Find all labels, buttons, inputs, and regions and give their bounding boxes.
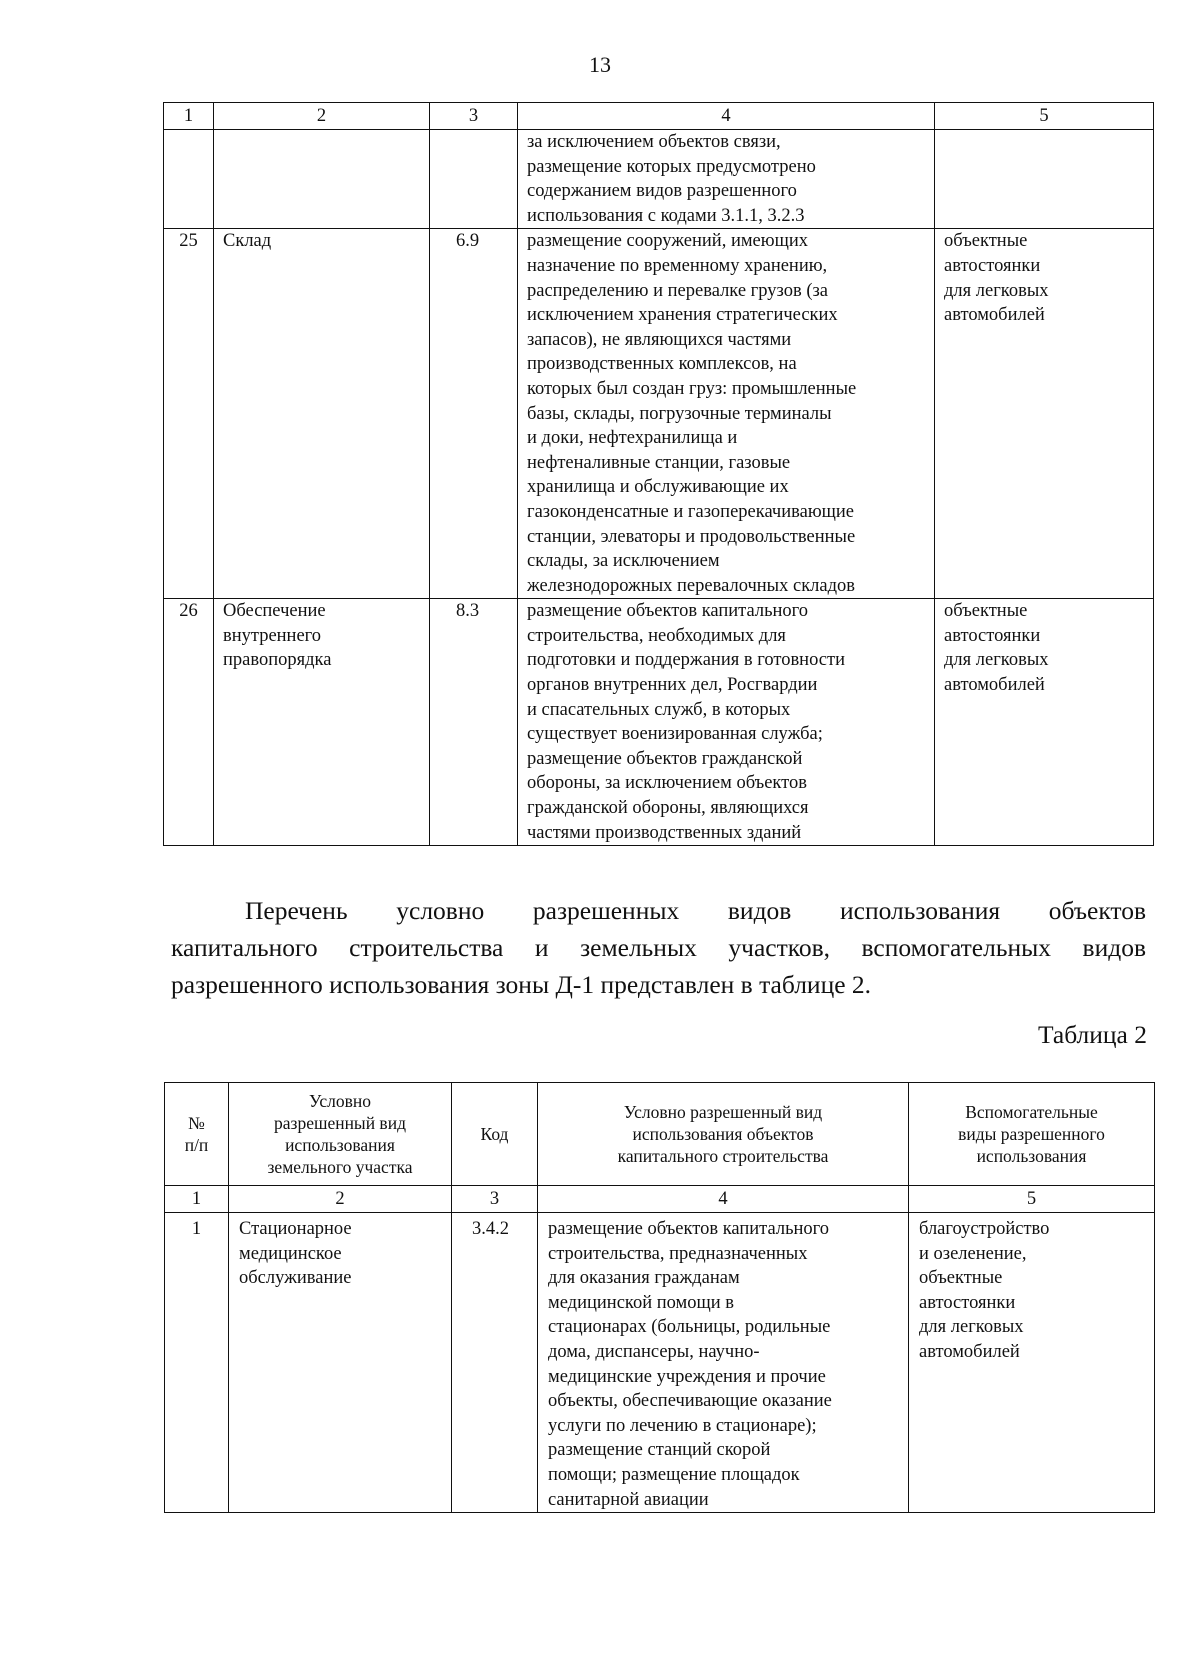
description-line: размещение сооружений, имеющих: [527, 231, 808, 252]
description-line: базы, склады, погрузочные терминалы: [527, 403, 832, 424]
column-number: 1: [165, 1186, 229, 1213]
auxiliary-use-line: автостоянки: [919, 1292, 1016, 1313]
description-line: существует военизированная служба;: [527, 724, 823, 745]
land-use-name: Склад: [223, 231, 272, 252]
description-line: медицинской помощи в: [548, 1292, 734, 1313]
description-line: за исключением объектов связи,: [527, 132, 781, 152]
paragraph-line: разрешенного использования зоны Д-1 представлен в таблице 2.: [171, 970, 872, 999]
description-line: помощи; размещение площадок: [548, 1464, 800, 1485]
code: 3.4.2: [452, 1213, 538, 1513]
land-use-name: обслуживание: [239, 1268, 352, 1289]
description-line: железнодорожных перевалочных складов: [527, 575, 856, 596]
description-line: хранилища и обслуживающие их: [527, 477, 789, 498]
description-line: услуги по лечению в стационаре);: [548, 1415, 817, 1436]
column-header-num: [165, 1083, 229, 1186]
auxiliary-use-line: благоустройство: [919, 1219, 1050, 1239]
header-line: использования: [285, 1135, 395, 1155]
description-line: санитарной авиации: [548, 1489, 709, 1510]
column-header-code: [452, 1083, 538, 1186]
auxiliary-use-line: автостоянки: [944, 255, 1041, 276]
auxiliary-use-cell: [935, 229, 1154, 599]
row-number: 1: [165, 1213, 229, 1513]
header-line: земельного участка: [267, 1157, 413, 1177]
code-cell: [430, 130, 518, 229]
header-line: Условно разрешенный вид: [623, 1102, 823, 1122]
auxiliary-use-cell: [935, 130, 1154, 229]
description-line: размещение объектов гражданской: [527, 748, 803, 769]
description-line: содержанием видов разрешенного: [527, 181, 797, 202]
land-use-name: Обеспечение: [223, 601, 326, 622]
auxiliary-use-cell: [935, 599, 1154, 846]
column-number-row: [164, 103, 1154, 130]
description-line: станции, элеваторы и продовольственные: [527, 526, 856, 547]
description-line: распределению и перевалке грузов (за: [527, 280, 828, 301]
land-use-name-cell: [214, 229, 430, 599]
column-header-auxiliary: [909, 1083, 1155, 1186]
row-number-cell: [164, 130, 214, 229]
header-line: №: [188, 1113, 205, 1133]
land-use-name: Стационарное: [239, 1219, 352, 1239]
column-number: 1: [164, 103, 214, 130]
page-number: 13: [589, 52, 611, 77]
description-cell: [518, 599, 935, 846]
description-line: гражданской обороны, являющихся: [527, 798, 809, 819]
land-use-name: правопорядка: [223, 650, 332, 671]
description-cell: [518, 130, 935, 229]
auxiliary-use-line: автомобилей: [944, 675, 1045, 696]
header-line: Код: [480, 1124, 509, 1144]
column-number-row: [165, 1186, 1155, 1213]
header-line: Вспомогательные: [965, 1102, 1098, 1122]
land-use-name: медицинское: [239, 1243, 342, 1264]
header-line: виды разрешенного: [958, 1124, 1105, 1144]
auxiliary-use-line: для легковых: [944, 280, 1049, 301]
auxiliary-use-line: и озеленение,: [919, 1243, 1027, 1264]
description-line: частями производственных зданий: [527, 822, 802, 843]
table-row-continuation: [164, 130, 1154, 229]
column-number: 3: [430, 103, 518, 130]
description-line: использования с кодами 3.1.1, 3.2.3: [527, 205, 805, 226]
auxiliary-use-line: автостоянки: [944, 625, 1041, 646]
column-number: 3: [452, 1186, 538, 1213]
header-line: разрешенный вид: [274, 1113, 406, 1133]
code: 8.3: [430, 599, 518, 846]
land-use-name-cell: [214, 130, 430, 229]
description-line: которых был создан груз: промышленные: [527, 378, 857, 399]
land-use-name: внутреннего: [223, 625, 322, 646]
description-line: обороны, за исключением объектов: [527, 773, 807, 794]
description-line: размещение которых предусмотрено: [527, 156, 816, 177]
table-row: [165, 1213, 1155, 1513]
column-number: 4: [538, 1186, 909, 1213]
column-number: 5: [909, 1186, 1155, 1213]
land-use-name-cell: [214, 599, 430, 846]
description-line: газоконденсатные и газоперекачивающие: [527, 501, 855, 522]
auxiliary-use-line: объектные: [944, 231, 1028, 252]
column-header-land-use: [229, 1083, 452, 1186]
header-line: использования объектов: [632, 1124, 814, 1144]
row-number: 26: [164, 599, 214, 846]
header-line: использования: [976, 1146, 1087, 1166]
table-header-row: [165, 1083, 1155, 1186]
header-line: капитального строительства: [617, 1146, 829, 1166]
code: 6.9: [430, 229, 518, 599]
description-line: для оказания гражданам: [548, 1268, 740, 1289]
auxiliary-use-line: объектные: [944, 601, 1028, 622]
description-line: склады, за исключением: [527, 551, 720, 572]
column-number: 2: [214, 103, 430, 130]
auxiliary-use-line: автомобилей: [919, 1341, 1020, 1362]
description-line: стационарах (больницы, родильные: [548, 1317, 831, 1338]
description-line: дома, диспансеры, научно-: [548, 1341, 760, 1362]
auxiliary-use-line: объектные: [919, 1268, 1003, 1289]
table-row: [164, 599, 1154, 846]
column-number: 5: [935, 103, 1154, 130]
body-paragraph: [171, 892, 1146, 1003]
auxiliary-use-cell: [909, 1213, 1155, 1513]
description-line: запасов), не являющихся частями: [527, 329, 792, 350]
description-line: объекты, обеспечивающие оказание: [548, 1391, 832, 1412]
description-line: размещение объектов капитального: [548, 1219, 830, 1239]
column-number: 2: [229, 1186, 452, 1213]
auxiliary-use-line: для легковых: [919, 1317, 1024, 1338]
description-line: и спасательных служб, в которых: [527, 699, 791, 720]
header-line: Условно: [309, 1091, 371, 1111]
description-cell: [538, 1213, 909, 1513]
description-line: медицинские учреждения и прочие: [548, 1366, 826, 1387]
table-caption: Таблица 2: [1037, 1020, 1147, 1049]
description-line: строительства, необходимых для: [527, 625, 786, 646]
conditional-uses-table: [164, 1082, 1155, 1513]
description-line: назначение по временному хранению,: [527, 255, 828, 276]
column-header-construction-use: [538, 1083, 909, 1186]
description-cell: [518, 229, 935, 599]
row-number: 25: [164, 229, 214, 599]
description-line: размещение объектов капитального: [527, 601, 809, 622]
description-line: размещение станций скорой: [548, 1440, 771, 1461]
description-line: производственных комплексов, на: [527, 354, 797, 375]
column-number: 4: [518, 103, 935, 130]
paragraph-line: капитального строительства и земельных участков, вспомогательных видов: [171, 933, 1146, 962]
auxiliary-use-line: автомобилей: [944, 305, 1045, 326]
description-line: и доки, нефтехранилища и: [527, 428, 738, 449]
description-line: подготовки и поддержания в готовности: [527, 650, 845, 671]
header-line: п/п: [184, 1135, 209, 1155]
land-use-name-cell: [229, 1213, 452, 1513]
zone-uses-table-continued: [163, 102, 1154, 846]
description-line: органов внутренних дел, Росгвардии: [527, 675, 818, 696]
description-line: исключением хранения стратегических: [527, 305, 838, 326]
paragraph-line: Перечень условно разрешенных видов использования объектов: [245, 896, 1146, 925]
description-line: нефтеналивные станции, газовые: [527, 452, 791, 473]
description-line: строительства, предназначенных: [548, 1243, 808, 1264]
table-row: [164, 229, 1154, 599]
auxiliary-use-line: для легковых: [944, 650, 1049, 671]
